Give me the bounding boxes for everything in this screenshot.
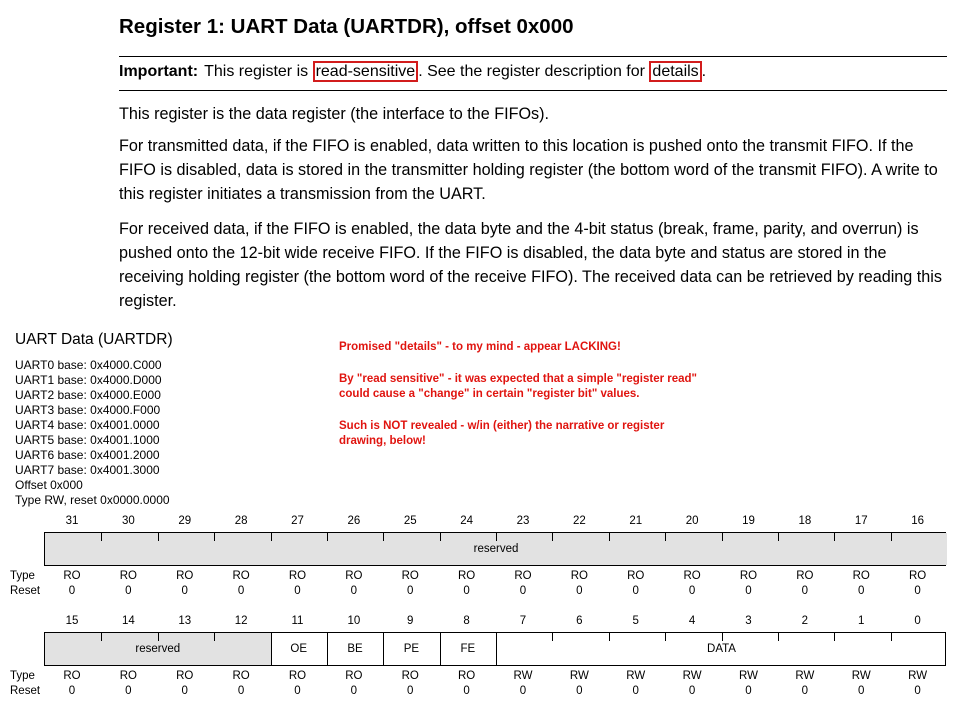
bit-tick	[891, 533, 892, 541]
important-text-middle: . See the register description for	[418, 63, 650, 80]
read-sensitive-highlight: read-sensitive	[313, 61, 419, 82]
bit-tick	[214, 633, 215, 641]
bit-number: 4	[688, 615, 696, 627]
bit-reset: 0	[294, 685, 301, 697]
field-pe: PE	[403, 643, 420, 655]
bit-reset: 0	[181, 685, 188, 697]
reset-label: Reset	[10, 585, 41, 597]
field-reserved: reserved	[45, 533, 947, 565]
register-block-title: UART Data (UARTDR)	[15, 331, 173, 348]
bit-type: RO	[401, 670, 419, 682]
bit-reset: 0	[68, 685, 76, 697]
bit-number: 24	[460, 515, 474, 527]
bit-reset: 0	[519, 685, 527, 697]
bit-type: RW	[795, 670, 815, 682]
bit-number: 10	[347, 615, 361, 627]
lower-register-row	[44, 632, 946, 666]
bit-number: 8	[463, 615, 470, 627]
bit-tick	[101, 533, 102, 541]
paragraph-receive: For received data, if the FIFO is enabled, the data byte and the 4-bit status (break, frame, parity, and overrun) is pushed onto the 12-bit wide receive FIFO. If the FIFO is disabled, the data byte and status are stored in the receiving holding register (the bottom word of the receive FIFO). The received data can be retrieved by reading this register.	[119, 220, 942, 310]
bit-tick	[609, 633, 610, 641]
bit-number: 1	[858, 615, 865, 627]
bit-type: RO	[232, 570, 250, 582]
bit-reset: 0	[801, 685, 809, 697]
bit-type: RO	[232, 670, 250, 682]
bit-tick	[327, 533, 328, 541]
bit-number: 5	[632, 615, 639, 627]
bit-tick	[552, 533, 553, 541]
bit-reset: 0	[632, 685, 639, 697]
field-data: DATA	[707, 643, 736, 655]
bit-reset: 0	[745, 585, 752, 597]
important-label: Important:	[119, 63, 199, 80]
field-separator	[496, 633, 497, 665]
field-oe: OE	[290, 643, 307, 655]
bit-number: 30	[121, 515, 135, 527]
annotation-line-2a: By "read sensitive" - it was expected that a simple "register read"	[339, 373, 698, 385]
bit-reset: 0	[125, 685, 132, 697]
bit-tick	[101, 633, 102, 641]
bit-type: RO	[796, 570, 814, 582]
bit-reset: 0	[237, 685, 245, 697]
bit-reset: 0	[181, 585, 188, 597]
base-line: UART4 base: 0x4001.0000	[15, 418, 160, 432]
bit-tick	[778, 533, 779, 541]
bit-reset: 0	[407, 685, 414, 697]
field-separator	[440, 633, 441, 665]
important-text-before: This register is	[204, 63, 313, 80]
bit-type: RW	[513, 670, 533, 682]
bit-number: 2	[801, 615, 809, 627]
base-line: UART0 base: 0x4000.C000	[15, 358, 162, 372]
bit-type: RW	[626, 670, 646, 682]
bit-number: 11	[291, 615, 304, 627]
bit-number: 14	[121, 615, 135, 627]
bit-number: 15	[65, 615, 79, 627]
field-separator	[327, 633, 328, 665]
bit-reset: 0	[125, 585, 132, 597]
paragraph-transmit: For transmitted data, if the FIFO is enabled, data written to this location is pushed onto the transmit FIFO. If the FIFO is disabled, data is stored in the transmitter holding register (the bottom word of the transmit FIFO). A write to this register initiates a transmission from the UART.	[119, 137, 938, 203]
bit-reset: 0	[407, 585, 414, 597]
bit-number: 28	[234, 515, 248, 527]
bit-number: 31	[65, 515, 79, 527]
bit-type: RO	[514, 570, 532, 582]
important-note	[119, 63, 706, 81]
bit-number: 29	[178, 515, 192, 527]
bit-reset: 0	[858, 585, 865, 597]
bit-tick	[778, 633, 779, 641]
bit-number: 17	[854, 515, 868, 527]
bit-type: RO	[176, 570, 194, 582]
bit-type: RW	[908, 670, 928, 682]
bit-tick	[158, 533, 159, 541]
bit-reset: 0	[688, 585, 696, 597]
bit-number: 18	[798, 515, 812, 527]
bit-number: 21	[629, 515, 643, 527]
bit-type: RW	[682, 670, 702, 682]
annotation-line-3a: Such is NOT revealed - w/in (either) the narrative or register	[339, 420, 665, 432]
bit-number: 25	[403, 515, 417, 527]
bit-tick	[383, 533, 384, 541]
type-label: Type	[10, 570, 35, 582]
bit-number: 7	[519, 615, 527, 627]
bit-number: 13	[178, 615, 192, 627]
bit-type: RW	[739, 670, 758, 682]
bit-tick	[665, 633, 666, 641]
bit-reset: 0	[576, 685, 583, 697]
base-line: UART7 base: 0x4001.3000	[15, 463, 160, 477]
bit-tick	[609, 533, 610, 541]
bit-reset: 0	[68, 585, 76, 597]
bit-number: 19	[742, 515, 755, 527]
details-highlight: details	[649, 61, 701, 82]
base-line: UART6 base: 0x4001.2000	[15, 448, 160, 462]
bit-type: RO	[458, 670, 476, 682]
bit-tick	[440, 533, 441, 541]
bit-number: 27	[291, 515, 304, 527]
bit-number: 12	[234, 615, 248, 627]
base-line: Type RW, reset 0x0000.0000	[15, 493, 170, 507]
annotation-line-3b: drawing, below!	[339, 435, 426, 447]
base-line: Offset 0x000	[15, 478, 83, 492]
bit-reset: 0	[237, 585, 245, 597]
bit-tick	[271, 533, 272, 541]
bit-reset: 0	[801, 585, 809, 597]
bit-tick	[834, 533, 835, 541]
bit-type: RO	[852, 570, 870, 582]
bit-type: RO	[119, 670, 137, 682]
type-label: Type	[10, 670, 35, 682]
base-line: UART1 base: 0x4000.D000	[15, 373, 162, 387]
bit-number: 16	[911, 515, 925, 527]
paragraph-intro: This register is the data register (the interface to the FIFOs).	[119, 105, 550, 123]
reset-label: Reset	[10, 685, 41, 697]
bit-type: RO	[570, 570, 588, 582]
bit-tick	[552, 633, 553, 641]
annotation-line-2b: could cause a "change" in certain "register bit" values.	[339, 388, 640, 400]
bit-type: RO	[288, 670, 307, 682]
upper-register-row	[44, 532, 946, 566]
bit-reset: 0	[576, 585, 583, 597]
bit-tick	[158, 633, 159, 641]
register-heading: Register 1: UART Data (UARTDR), offset 0x000	[119, 15, 574, 38]
bit-type: RO	[345, 670, 363, 682]
uart-base-list	[15, 358, 170, 508]
bit-reset: 0	[463, 685, 470, 697]
rule-top	[119, 56, 947, 57]
bit-reset: 0	[632, 585, 639, 597]
bit-number: 6	[576, 615, 583, 627]
field-reserved: reserved	[45, 633, 271, 665]
bit-tick	[891, 633, 892, 641]
bit-number: 20	[685, 515, 699, 527]
bit-reset: 0	[914, 685, 921, 697]
bit-tick	[496, 533, 497, 541]
rule-bottom	[119, 90, 947, 91]
bit-reset: 0	[294, 585, 301, 597]
bit-reset: 0	[350, 585, 358, 597]
bit-tick	[722, 633, 723, 641]
bit-number: 23	[516, 515, 530, 527]
bit-tick	[834, 633, 835, 641]
bit-type: RW	[569, 670, 589, 682]
bit-type: RO	[401, 570, 419, 582]
bit-type: RO	[63, 670, 81, 682]
bit-type: RO	[458, 570, 476, 582]
bit-type: RO	[683, 570, 701, 582]
bit-number: 3	[745, 615, 752, 627]
bit-type: RO	[739, 570, 758, 582]
bit-reset: 0	[745, 685, 752, 697]
field-fe: FE	[460, 643, 476, 655]
bit-reset: 0	[519, 585, 527, 597]
bit-type: RO	[909, 570, 927, 582]
bit-type: RO	[119, 570, 137, 582]
bit-reset: 0	[350, 685, 358, 697]
bit-type: RO	[288, 570, 307, 582]
base-line: UART2 base: 0x4000.E000	[15, 388, 161, 402]
annotation-line-1: Promised "details" - to my mind - appear LACKING!	[339, 341, 621, 353]
bit-number: 0	[914, 615, 921, 627]
bit-tick	[722, 533, 723, 541]
bit-reset: 0	[463, 585, 470, 597]
bit-number: 9	[407, 615, 414, 627]
field-separator	[383, 633, 384, 665]
important-text-after: .	[701, 63, 707, 80]
bit-type: RO	[63, 570, 81, 582]
bit-reset: 0	[688, 685, 696, 697]
bit-type: RO	[627, 570, 645, 582]
bit-tick	[665, 533, 666, 541]
field-separator	[271, 633, 272, 665]
bit-reset: 0	[914, 585, 921, 597]
bit-reset: 0	[858, 685, 865, 697]
field-be: BE	[347, 643, 363, 655]
bit-number: 22	[572, 515, 586, 527]
bit-tick	[214, 533, 215, 541]
base-line: UART5 base: 0x4001.1000	[15, 433, 160, 447]
bit-type: RW	[851, 670, 871, 682]
bit-type: RO	[176, 670, 194, 682]
bit-number: 26	[347, 515, 361, 527]
bit-type: RO	[345, 570, 363, 582]
base-line: UART3 base: 0x4000.F000	[15, 403, 161, 417]
